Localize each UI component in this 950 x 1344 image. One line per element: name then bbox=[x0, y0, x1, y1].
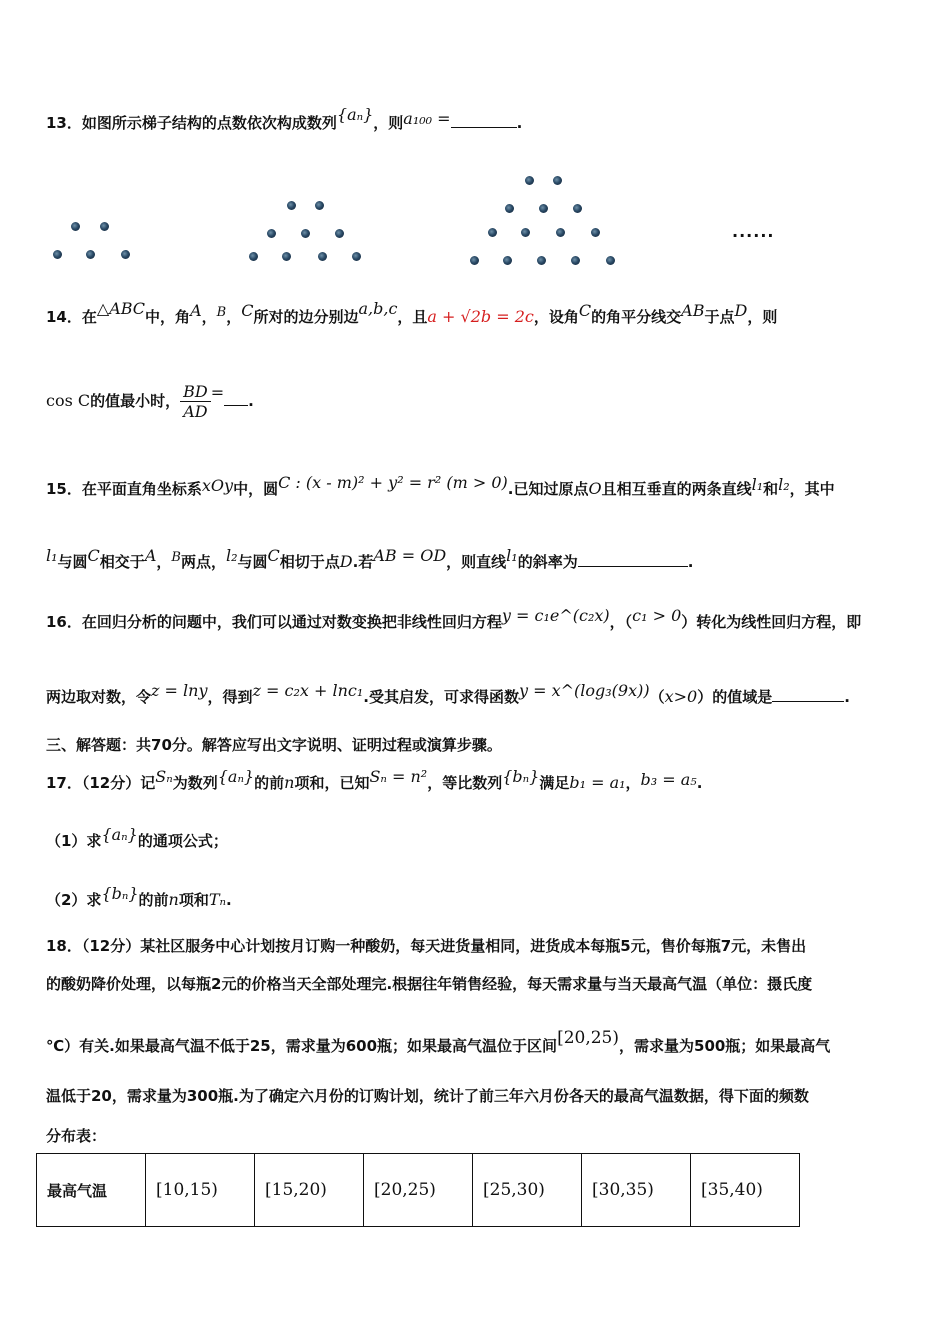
q13-number: 13． bbox=[46, 114, 82, 132]
question-18-line1: 18．（12分）某社区服务中心计划按月订购一种酸奶，每天进货量相同，进货成本每瓶5元，售价每瓶7元，未售出 bbox=[46, 937, 807, 955]
question-17-part2: （2）求{bₙ}的前n项和Tₙ. bbox=[46, 884, 232, 909]
question-15: 15．在平面直角坐标系xOy中，圆C : (x - m)² + y² = r² (m > 0).已知过原点O且相互垂直的两条直线l₁和l₂，其中 bbox=[46, 473, 835, 498]
answer-blank[interactable] bbox=[451, 113, 517, 128]
question-18-line2: 的酸奶降价处理，以每瓶2元的价格当天全部处理完.根据往年销售经验，每天需求量与当天最高气温（单位：摄氏度 bbox=[46, 975, 813, 993]
dot bbox=[606, 256, 615, 265]
dot bbox=[571, 256, 580, 265]
dot bbox=[301, 229, 310, 238]
dot bbox=[556, 228, 565, 237]
section-heading: 三、解答题：共70分。解答应写出文字说明、证明过程或演算步骤。 bbox=[46, 736, 502, 754]
fraction-bd-ad: $\frac{BD}{AD}$ bbox=[180, 382, 211, 421]
table-cell: [30,35) bbox=[582, 1154, 691, 1227]
dot bbox=[503, 256, 512, 265]
dot bbox=[100, 222, 109, 231]
expr-a100: a₁₀₀ = bbox=[403, 109, 451, 128]
question-17: 17．（12分）记Sₙ为数列{aₙ}的前n项和，已知Sₙ = n²，等比数列{bₙ}满足b₁ = a₁，b₃ = a₅. bbox=[46, 767, 703, 792]
dot bbox=[591, 228, 600, 237]
table-cell: [15,20) bbox=[255, 1154, 364, 1227]
figure-ellipsis: ...... bbox=[732, 222, 775, 241]
condition-formula: a + √2b = 2c bbox=[427, 307, 534, 326]
dot bbox=[315, 201, 324, 210]
table-row bbox=[37, 1154, 800, 1227]
interval: [20,25) bbox=[557, 1028, 619, 1048]
question-17-part1: （1）求{aₙ}的通项公式； bbox=[46, 825, 228, 850]
circle-equation: C : (x - m)² + y² = r² (m > 0) bbox=[278, 473, 508, 492]
dot bbox=[488, 228, 497, 237]
dot bbox=[121, 250, 130, 259]
question-18-line4: 温低于20，需求量为300瓶.为了确定六月份的订购计划，统计了前三年六月份各天的最高气温数据，得下面的频数 bbox=[46, 1087, 809, 1105]
table-cell: [10,15) bbox=[146, 1154, 255, 1227]
dot bbox=[539, 204, 548, 213]
answer-blank[interactable] bbox=[578, 552, 688, 567]
dot bbox=[553, 176, 562, 185]
dot bbox=[525, 176, 534, 185]
table-cell: [20,25) bbox=[364, 1154, 473, 1227]
dot bbox=[318, 252, 327, 261]
question-14: 14．在△ABC中，角A，B，C所对的边分别边a,b,c，且a + √2b = 2c，设角C的角平分线交AB于点D，则 bbox=[46, 299, 778, 326]
question-13: 13．如图所示梯子结构的点数依次构成数列{aₙ}，则a₁₀₀ = . bbox=[46, 105, 523, 132]
dot bbox=[335, 229, 344, 238]
dot bbox=[71, 222, 80, 231]
cos-c: cos C bbox=[46, 391, 91, 410]
answer-blank[interactable] bbox=[224, 391, 248, 406]
table-cell: [25,30) bbox=[473, 1154, 582, 1227]
question-15-line2: l₁与圆C相交于A，B两点，l₂与圆C相切于点D.若AB = OD，则直线l₁的斜率为 . bbox=[46, 546, 694, 571]
question-18-line5: 分布表： bbox=[46, 1127, 107, 1145]
dot bbox=[537, 256, 546, 265]
question-18-line3: ℃）有关.如果最高气温不低于25，需求量为600瓶；如果最高气温位于区间[20,25)，需求量为500瓶；如果最高气 bbox=[46, 1028, 831, 1055]
question-16: 16．在回归分析的问题中，我们可以通过对数变换把非线性回归方程y = c₁e^(c₂x)，（c₁ > 0）转化为线性回归方程，即 bbox=[46, 606, 862, 631]
question-16-line2: 两边取对数，令z = lny，得到z = c₂x + lnc₁.受其启发，可求得函数y = x^(log₃(9x))（x>0）的值域是 . bbox=[46, 681, 850, 706]
dot bbox=[352, 252, 361, 261]
dot bbox=[470, 256, 479, 265]
table-header: 最高气温 bbox=[37, 1154, 146, 1227]
dot bbox=[282, 252, 291, 261]
sequence-an: {aₙ} bbox=[336, 105, 374, 124]
frequency-table bbox=[36, 1153, 800, 1227]
answer-blank[interactable] bbox=[772, 687, 844, 702]
dot bbox=[521, 228, 530, 237]
table-cell: [35,40) bbox=[691, 1154, 800, 1227]
dot bbox=[86, 250, 95, 259]
dot bbox=[505, 204, 514, 213]
dot bbox=[249, 252, 258, 261]
triangle-abc: △ABC bbox=[96, 299, 146, 318]
dot bbox=[287, 201, 296, 210]
dot bbox=[267, 229, 276, 238]
dot bbox=[53, 250, 62, 259]
dot bbox=[573, 204, 582, 213]
question-14-line2: cos C的值最小时， $\frac{BD}{AD}$ = . bbox=[46, 382, 254, 421]
